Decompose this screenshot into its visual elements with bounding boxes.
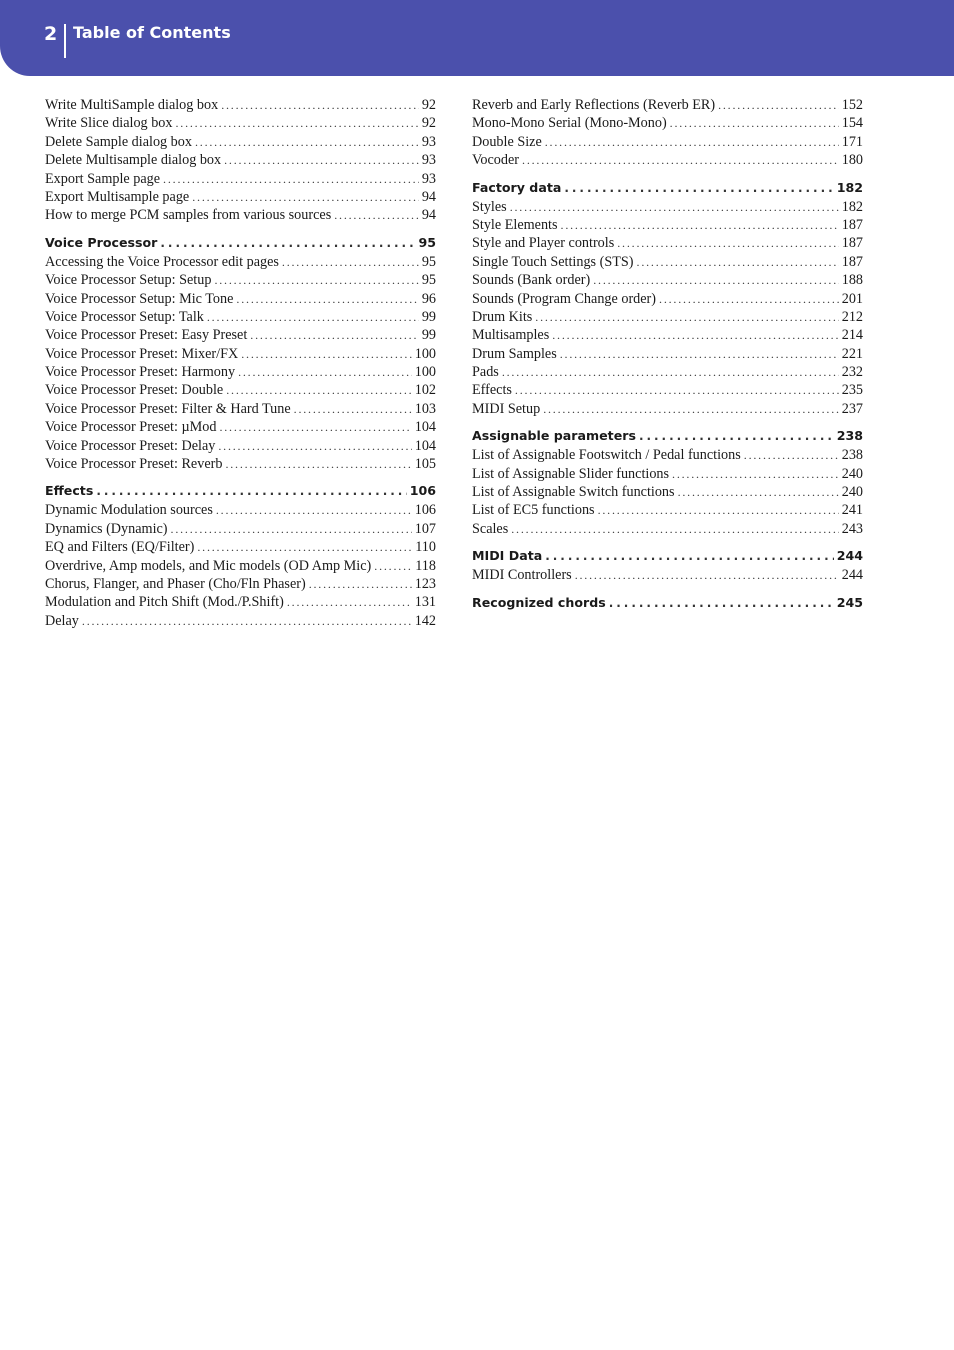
toc-entry-title: List of Assignable Footswitch / Pedal functions [472,447,741,464]
toc-entry-title: Styles [472,198,507,215]
toc-section [472,96,863,170]
toc-entry-page: 92 [421,115,436,132]
toc-entry-title: Delete Sample dialog box [45,133,192,150]
dot-leader [545,546,833,566]
toc-entry[interactable] [45,381,436,399]
toc-entry[interactable] [45,400,436,418]
dot-leader [195,133,419,151]
toc-entry[interactable] [472,271,863,289]
toc-section [472,546,863,584]
toc-entry-title: Drum Samples [472,345,557,362]
toc-entry-page: 201 [841,290,863,307]
toc-heading-title: Recognized chords [472,594,606,610]
dot-leader [197,538,412,556]
toc-entry-title: Dynamics (Dynamic) [45,520,168,537]
toc-entry-title: Multisamples [472,327,550,344]
toc-entry-title: Double Size [472,133,542,150]
toc-entry-page: 123 [414,575,436,592]
toc-entry-title: Write Slice dialog box [45,115,173,132]
toc-entry-page: 93 [421,170,436,187]
toc-entry-title: Effects [472,382,512,399]
toc-entry[interactable] [472,566,863,584]
toc-entry[interactable] [472,446,863,464]
toc-entry-title: Voice Processor Preset: Double [45,382,224,399]
toc-entry-page: 232 [841,364,863,381]
toc-heading-page: 238 [836,428,863,444]
toc-entry-title: Delete Multisample dialog box [45,152,222,169]
dot-leader [219,418,411,436]
toc-section-heading[interactable] [472,546,863,566]
toc-entry-title: Reverb and Early Reflections (Reverb ER) [472,97,716,113]
toc-entry-page: 131 [414,594,436,611]
toc-entry-title: List of EC5 functions [472,502,595,519]
toc-entry[interactable] [45,363,436,381]
page-title: Table of Contents [73,23,231,42]
dot-leader [502,363,839,381]
toc-entry[interactable] [45,538,436,556]
toc-section-heading[interactable] [472,426,863,446]
toc-heading-page: 244 [836,548,863,564]
toc-entry-page: 100 [414,345,436,362]
toc-entry-title: EQ and Filters (EQ/Filter) [45,539,195,556]
dot-leader [522,151,839,169]
dot-leader [238,363,412,381]
toc-entry-title: Drum Kits [472,308,533,325]
header-divider [64,24,66,58]
page-number: 2 [44,23,58,45]
toc-entry[interactable] [45,501,436,519]
toc-section-heading[interactable] [472,178,863,198]
toc-entry[interactable] [45,455,436,473]
toc-entry-title: Voice Processor Setup: Setup [45,272,212,289]
toc-entry-title: Scales [472,520,509,537]
toc-entry-page: 238 [841,447,863,464]
toc-entry[interactable] [45,308,436,326]
toc-entry[interactable] [45,520,436,538]
toc-entry-page: 95 [421,272,436,289]
toc-entry[interactable] [45,557,436,575]
toc-heading-page: 245 [836,594,863,610]
toc-entry[interactable] [472,465,863,483]
dot-leader [670,114,839,132]
dot-leader [250,326,419,344]
toc-entry-page: 221 [841,345,863,362]
toc-entry-page: 171 [841,133,863,150]
dot-leader [552,326,838,344]
dot-leader [511,520,838,538]
toc-entry-title: Sounds (Bank order) [472,272,591,289]
dot-leader [639,426,834,446]
dot-leader [282,253,419,271]
toc-entry[interactable] [45,114,436,132]
toc-entry[interactable] [45,96,436,114]
toc-entry-title: List of Assignable Slider functions [472,465,670,482]
toc-entry-title: Voice Processor Preset: Harmony [45,364,236,381]
toc-entry[interactable] [472,216,863,234]
dot-leader [575,566,839,584]
dot-leader [192,188,419,206]
toc-entry-title: Voice Processor Setup: Mic Tone [45,290,234,307]
toc-entry[interactable] [45,188,436,206]
toc-entry-title: Voice Processor Setup: Talk [45,308,204,325]
toc-entry-page: 180 [841,152,863,169]
toc-heading-page: 95 [418,234,436,250]
toc-entry-title: How to merge PCM samples from various sources [45,207,332,224]
toc-entry-page: 94 [421,207,436,224]
toc-section-heading[interactable] [45,233,436,253]
toc-entry-page: 94 [421,188,436,205]
dot-leader [617,234,838,252]
dot-leader [564,178,833,198]
toc-entry[interactable] [472,501,863,519]
toc-entry[interactable] [472,363,863,381]
dot-leader [515,381,839,399]
toc-entry-page: 142 [414,612,436,629]
toc-entry[interactable] [45,206,436,224]
dot-leader [718,96,839,114]
toc-entry[interactable] [472,290,863,308]
dot-leader [218,437,411,455]
toc-entry-title: Accessing the Voice Processor edit pages [45,253,279,270]
toc-entry-page: 187 [841,253,863,270]
toc-entry-page: 187 [841,216,863,233]
toc-entry-title: Style Elements [472,216,558,233]
toc-entry-title: Chorus, Flanger, and Phaser (Cho/Fln Phaser) [45,575,306,592]
toc-entry[interactable] [472,381,863,399]
toc-entry-page: 235 [841,382,863,399]
toc-entry-page: 103 [414,400,436,417]
dot-leader [543,400,839,418]
toc-entry[interactable] [472,234,863,252]
page-header [0,0,954,76]
toc-entry-page: 96 [421,290,436,307]
dot-leader [659,290,839,308]
toc-entry-title: Sounds (Program Change order) [472,290,657,307]
toc-entry[interactable] [472,114,863,132]
dot-leader [593,271,839,289]
toc-entry-page: 110 [415,539,436,556]
toc-entry-title: Delay [45,612,79,629]
dot-leader [535,308,838,326]
toc-entry-page: 99 [421,308,436,325]
toc-heading-title: Factory data [472,179,562,195]
toc-left-column [45,96,436,638]
toc-entry-page: 107 [414,520,436,537]
dot-leader [561,216,839,234]
toc-entry[interactable] [45,170,436,188]
toc-entry[interactable] [45,253,436,271]
dot-leader [175,114,418,132]
toc-entry-title: Overdrive, Amp models, and Mic models (OD Amp Mic) [45,557,372,574]
toc-entry-title: Voice Processor Preset: Delay [45,437,216,454]
toc-entry-page: 104 [414,419,436,436]
toc-entry-title: Vocoder [472,152,520,169]
toc-entry-page: 105 [414,456,436,473]
dot-leader [214,271,418,289]
toc-entry-title: Style and Player controls [472,235,615,252]
toc-entry-title: Voice Processor Preset: µMod [45,419,217,436]
toc-section [472,593,863,613]
toc-entry[interactable] [45,593,436,611]
dot-leader [334,206,419,224]
toc-entry-page: 154 [841,115,863,132]
toc-entry[interactable] [45,151,436,169]
toc-entry-page: 92 [421,97,436,113]
toc-entry[interactable] [472,520,863,538]
toc-entry-page: 118 [415,557,436,574]
toc-entry[interactable] [45,437,436,455]
toc-entry[interactable] [45,345,436,363]
toc-entry-title: Write MultiSample dialog box [45,97,219,113]
toc-entry-title: Voice Processor Preset: Easy Preset [45,327,248,344]
toc-entry-page: 93 [421,152,436,169]
dot-leader [221,96,419,114]
toc-entry-page: 182 [841,198,863,215]
toc-section [45,233,436,474]
toc-entry[interactable] [472,326,863,344]
toc-entry-page: 100 [414,364,436,381]
toc-entry[interactable] [45,418,436,436]
toc-entry[interactable] [472,400,863,418]
toc-entry[interactable] [472,345,863,363]
toc-entry-title: Export Multisample page [45,188,190,205]
toc-entry-title: MIDI Setup [472,400,541,417]
dot-leader [225,455,411,473]
toc-entry[interactable] [472,133,863,151]
toc-entry[interactable] [472,96,863,114]
toc-entry-page: 212 [841,308,863,325]
toc-section-heading[interactable] [472,593,863,613]
toc-section [472,426,863,538]
toc-entry-title: Modulation and Pitch Shift (Mod./P.Shift) [45,594,284,611]
toc-entry[interactable] [45,290,436,308]
toc-entry-title: Voice Processor Preset: Mixer/FX [45,345,239,362]
dot-leader [637,253,839,271]
dot-leader [609,593,834,613]
dot-leader [560,345,839,363]
dot-leader [294,400,412,418]
toc-entry-page: 152 [841,97,863,113]
toc-entry-page: 187 [841,235,863,252]
toc-entry-title: Mono-Mono Serial (Mono-Mono) [472,115,667,132]
toc-entry[interactable] [472,198,863,216]
dot-leader [309,575,412,593]
toc-entry[interactable] [472,253,863,271]
toc-entry-title: Voice Processor Preset: Filter & Hard Tune [45,400,291,417]
toc-section [45,481,436,630]
toc-entry[interactable] [472,308,863,326]
dot-leader [96,481,406,501]
toc-entry-page: 240 [841,484,863,501]
toc-entry-title: Dynamic Modulation sources [45,502,213,519]
dot-leader [224,151,419,169]
toc-entry[interactable] [472,151,863,169]
toc-entry-title: Single Touch Settings (STS) [472,253,634,270]
toc-entry-title: Voice Processor Preset: Reverb [45,456,223,473]
dot-leader [241,345,412,363]
dot-leader [287,593,412,611]
toc-entry-page: 243 [841,520,863,537]
toc-entry-page: 104 [414,437,436,454]
dot-leader [163,170,419,188]
dot-leader [374,557,412,575]
toc-heading-title: Assignable parameters [472,428,636,444]
toc-entry-title: Export Sample page [45,170,161,187]
dot-leader [171,520,412,538]
toc-entry-page: 106 [414,502,436,519]
dot-leader [672,465,839,483]
dot-leader [545,133,839,151]
dot-leader [510,198,839,216]
toc-entry-page: 188 [841,272,863,289]
toc-entry-title: List of Assignable Switch functions [472,484,675,501]
toc-entry-title: Pads [472,364,499,381]
toc-section-heading[interactable] [45,481,436,501]
toc-entry-page: 99 [421,327,436,344]
toc-heading-title: MIDI Data [472,548,543,564]
toc-entry-page: 95 [421,253,436,270]
dot-leader [207,308,419,326]
dot-leader [226,381,411,399]
toc-entry-title: MIDI Controllers [472,567,572,584]
toc-entry[interactable] [45,271,436,289]
toc-heading-title: Voice Processor [45,234,158,250]
toc-entry-page: 93 [421,133,436,150]
toc-heading-page: 106 [409,483,436,499]
dot-leader [744,446,839,464]
dot-leader [82,612,412,630]
dot-leader [236,290,418,308]
toc-section [472,178,863,419]
toc-entry-page: 241 [841,502,863,519]
toc-entry-page: 244 [841,567,863,584]
toc-entry[interactable] [45,133,436,151]
toc-heading-page: 182 [836,179,863,195]
toc-entry[interactable] [472,483,863,501]
toc-entry-page: 102 [414,382,436,399]
toc-entry[interactable] [45,575,436,593]
toc-entry-page: 214 [841,327,863,344]
toc-entry[interactable] [45,326,436,344]
toc-entry[interactable] [45,612,436,630]
toc-entry-page: 240 [841,465,863,482]
dot-leader [160,233,415,253]
toc-entry-page: 237 [841,400,863,417]
toc-section [45,96,436,225]
dot-leader [216,501,412,519]
dot-leader [598,501,839,519]
toc-right-column [472,96,863,621]
dot-leader [678,483,839,501]
toc-heading-title: Effects [45,483,94,499]
